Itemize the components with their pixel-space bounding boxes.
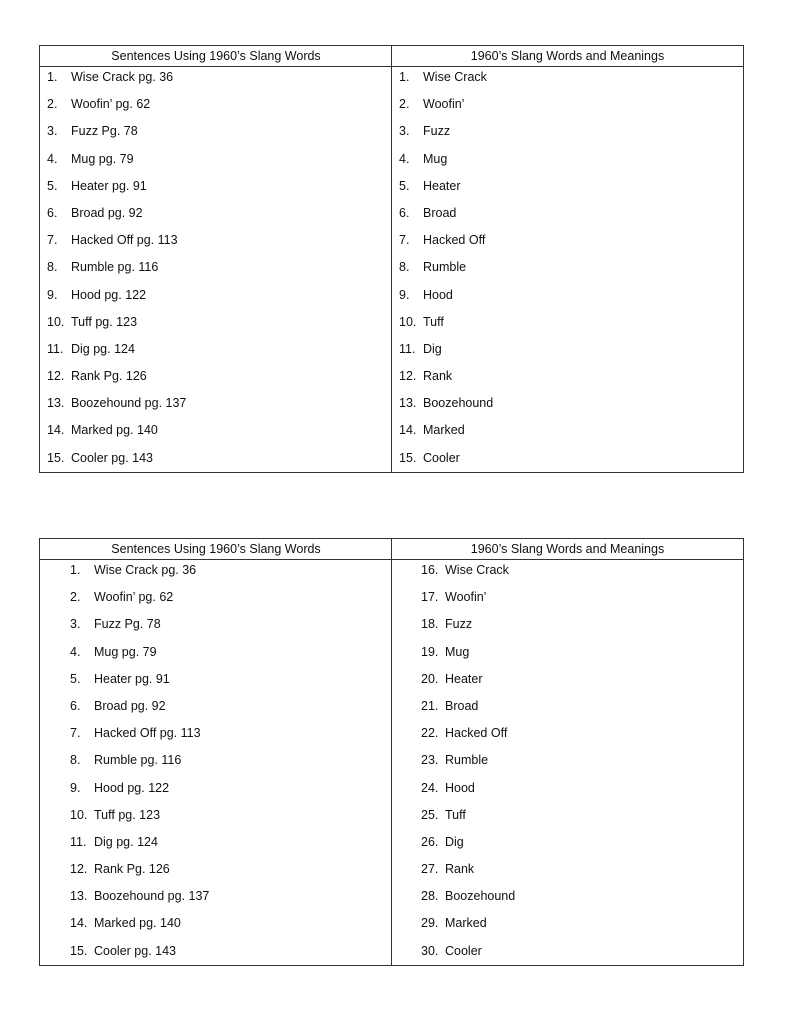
item-number: 5. [47,178,58,193]
list-item [421,860,515,887]
item-text: Mug pg. 79 [94,644,157,659]
item-text: Broad [423,205,457,220]
item-number: 23. [421,753,439,768]
list-item [70,724,209,751]
item-number: 1. [399,70,410,84]
item-number: 3. [70,617,81,632]
slang-table-1 [39,45,744,473]
item-text: Rumble [445,753,489,768]
item-number: 12. [47,369,65,384]
list-item [70,751,209,778]
item-text: Hood pg. 122 [94,780,170,795]
item-text: Hood [445,780,475,795]
item-text: Woofin’ pg. 62 [71,97,151,112]
list-item [421,697,515,724]
column-divider [391,539,392,965]
item-number: 30. [421,943,439,958]
list-item [47,340,186,367]
item-number: 14. [70,916,88,931]
sentences-list [70,561,209,969]
item-number: 3. [399,124,410,139]
list-item [399,286,493,313]
header-sentences: Sentences Using 1960’s Slang Words [111,542,321,556]
item-number: 7. [70,726,81,741]
list-item [70,942,209,969]
list-item [47,394,186,421]
item-number: 19. [421,644,439,659]
item-number: 4. [70,644,81,659]
item-text: Tuff [445,807,466,822]
list-item [47,95,186,122]
item-text: Hacked Off pg. 113 [94,726,201,741]
item-number: 7. [399,233,410,248]
item-number: 3. [47,124,58,139]
item-text: Rumble [423,260,467,275]
item-number: 2. [399,97,410,112]
item-text: Fuzz Pg. 78 [94,617,161,632]
item-text: Boozehound [423,396,494,411]
header-words-meanings: 1960’s Slang Words and Meanings [470,49,665,63]
item-text: Cooler pg. 143 [71,450,154,465]
list-item [70,643,209,670]
list-item [70,887,209,914]
item-number: 20. [421,671,439,686]
list-item [399,231,493,258]
list-item [421,643,515,670]
list-item [70,670,209,697]
item-number: 14. [47,423,65,438]
list-item [47,421,186,448]
list-item [421,833,515,860]
list-item [399,421,493,448]
item-text: Rank [423,369,453,384]
list-item [399,313,493,340]
list-item [399,95,493,122]
item-number: 26. [421,834,439,849]
item-text: Tuff [423,314,444,329]
list-item [47,177,186,204]
item-text: Fuzz [445,617,473,632]
list-item [70,615,209,642]
item-text: Boozehound [445,889,516,904]
item-text: Wise Crack [423,70,487,84]
list-item [421,779,515,806]
list-item [421,887,515,914]
list-item [399,177,493,204]
item-number: 11. [70,834,87,849]
item-number: 12. [399,369,417,384]
item-number: 8. [70,753,81,768]
item-text: Tuff pg. 123 [71,314,138,329]
item-text: Rumble pg. 116 [94,753,182,768]
item-text: Marked [445,916,487,931]
list-item [47,150,186,177]
header-sentences: Sentences Using 1960’s Slang Words [111,49,321,63]
list-item [421,588,515,615]
list-item [421,724,515,751]
item-text: Broad pg. 92 [94,698,166,713]
list-item [47,204,186,231]
item-number: 14. [399,423,417,438]
list-item [70,779,209,806]
list-item [399,340,493,367]
sentences-list [47,68,186,476]
item-number: 5. [70,671,81,686]
item-text: Hacked Off [423,233,486,248]
item-number: 13. [70,889,88,904]
item-number: 11. [399,341,416,356]
item-number: 9. [70,780,81,795]
list-item [47,122,186,149]
item-text: Mug [445,644,470,659]
list-item [70,697,209,724]
item-text: Cooler pg. 143 [94,943,177,958]
list-item [399,367,493,394]
item-text: Broad [445,698,479,713]
list-item [70,561,209,588]
item-number: 10. [70,807,88,822]
list-item [421,615,515,642]
item-number: 8. [399,260,410,275]
list-item [421,670,515,697]
item-text: Heater pg. 91 [71,178,147,193]
item-number: 28. [421,889,439,904]
item-text: Cooler [423,450,460,465]
item-text: Hood pg. 122 [71,287,147,302]
item-text: Rank Pg. 126 [71,369,147,384]
list-item [421,942,515,969]
item-text: Dig [445,834,464,849]
item-number: 18. [421,617,439,632]
words-list [421,561,515,969]
item-text: Dig pg. 124 [71,341,135,356]
item-number: 22. [421,726,439,741]
list-item [47,231,186,258]
list-item [70,914,209,941]
list-item [399,68,493,95]
item-number: 17. [421,590,439,605]
list-item [421,751,515,778]
item-text: Rank Pg. 126 [94,862,170,877]
header-words-meanings: 1960’s Slang Words and Meanings [470,542,665,556]
list-item [47,258,186,285]
item-number: 16. [421,563,439,577]
item-number: 25. [421,807,439,822]
list-item [421,561,515,588]
item-number: 27. [421,862,439,877]
list-item [70,833,209,860]
item-text: Marked pg. 140 [94,916,181,931]
list-item [47,68,186,95]
item-text: Dig [423,341,442,356]
item-number: 29. [421,916,439,931]
list-item [70,860,209,887]
list-item [399,258,493,285]
item-text: Wise Crack [445,563,509,577]
item-text: Marked pg. 140 [71,423,158,438]
column-divider [391,46,392,472]
item-text: Heater pg. 91 [94,671,170,686]
item-text: Boozehound pg. 137 [71,396,187,411]
item-text: Cooler [445,943,482,958]
item-number: 1. [70,563,81,577]
list-item [399,394,493,421]
item-number: 9. [47,287,58,302]
item-number: 1. [47,70,58,84]
item-number: 5. [399,178,410,193]
item-text: Rank [445,862,475,877]
list-item [421,914,515,941]
item-number: 15. [399,450,417,465]
item-number: 13. [399,396,417,411]
item-number: 2. [70,590,81,605]
item-text: Heater [445,671,483,686]
item-number: 6. [399,205,410,220]
list-item [47,286,186,313]
item-number: 4. [399,151,410,166]
list-item [47,313,186,340]
item-text: Dig pg. 124 [94,834,158,849]
item-text: Heater [423,178,461,193]
item-number: 6. [70,698,81,713]
item-number: 15. [47,450,65,465]
list-item [70,588,209,615]
item-number: 24. [421,780,439,795]
list-item [421,806,515,833]
item-number: 13. [47,396,65,411]
words-list [399,68,493,476]
item-text: Fuzz [423,124,451,139]
list-item [399,122,493,149]
item-text: Tuff pg. 123 [94,807,161,822]
item-text: Mug [423,151,448,166]
item-text: Rumble pg. 116 [71,260,159,275]
item-text: Mug pg. 79 [71,151,134,166]
item-number: 15. [70,943,88,958]
item-text: Hood [423,287,453,302]
item-number: 7. [47,233,58,248]
item-text: Marked [423,423,465,438]
item-number: 12. [70,862,88,877]
item-number: 21. [421,698,439,713]
item-number: 10. [399,314,417,329]
item-text: Hacked Off [445,726,508,741]
item-text: Hacked Off pg. 113 [71,233,178,248]
item-number: 11. [47,341,64,356]
item-text: Fuzz Pg. 78 [71,124,138,139]
list-item [399,204,493,231]
item-number: 9. [399,287,410,302]
list-item [47,449,186,476]
item-text: Woofin’ pg. 62 [94,590,174,605]
item-number: 10. [47,314,65,329]
item-text: Wise Crack pg. 36 [94,563,197,577]
list-item [70,806,209,833]
item-number: 6. [47,205,58,220]
list-item [47,367,186,394]
item-text: Wise Crack pg. 36 [71,70,174,84]
list-item [399,150,493,177]
item-number: 8. [47,260,58,275]
item-text: Woofin’ [423,97,465,112]
slang-table-2 [39,538,744,966]
item-number: 2. [47,97,58,112]
item-text: Woofin’ [445,590,487,605]
item-text: Boozehound pg. 137 [94,889,210,904]
list-item [399,449,493,476]
item-number: 4. [47,151,58,166]
item-text: Broad pg. 92 [71,205,143,220]
